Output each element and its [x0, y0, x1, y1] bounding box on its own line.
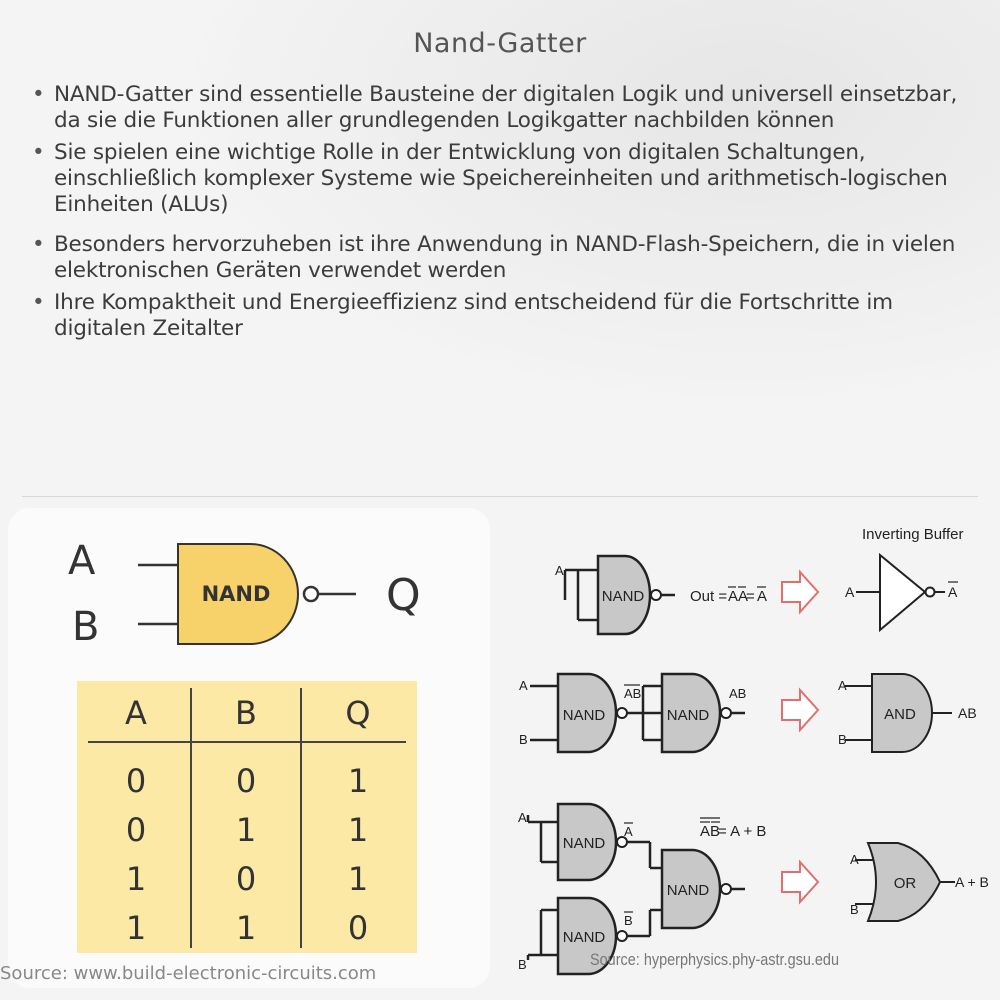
or-input-b-label: B — [850, 902, 859, 917]
inverter-row — [555, 526, 963, 634]
and-input-b-label: B — [838, 732, 847, 747]
truth-table-cell: 1 — [125, 860, 147, 898]
truth-table-cell: 1 — [235, 811, 257, 849]
input-a-label: A — [518, 810, 527, 825]
a-bar-label: A — [624, 824, 633, 839]
gate-label: NAND — [666, 882, 710, 899]
nand-gate-label: NAND — [201, 582, 271, 606]
gate-label: NAND — [562, 835, 606, 852]
or-row — [518, 804, 989, 974]
truth-table-cell: 0 — [347, 909, 369, 947]
equation-equals: = — [746, 588, 755, 605]
input-a-label: A — [68, 538, 96, 584]
truth-table-cell: 1 — [347, 860, 369, 898]
equation-result: A — [757, 588, 768, 605]
truth-table-header-b: B — [235, 694, 257, 732]
and-output-label: AB — [958, 705, 977, 721]
truth-table-cell: 0 — [235, 860, 257, 898]
input-b-label: B — [72, 604, 100, 650]
intermediate-label: AB — [624, 686, 642, 701]
b-bar-label: B — [624, 913, 633, 928]
or-input-a-label: A — [850, 852, 859, 867]
bullet-item: • Ihre Kompaktheit und Energieeffizienz sind entscheidend für die Fortschritte im digitalen Zeitalter — [32, 290, 972, 342]
arrow-right-icon — [782, 690, 818, 730]
or-output-label: A + B — [955, 874, 989, 890]
right-source-caption: Source: hyperphysics.phy-astr.gsu.edu — [590, 950, 839, 969]
equation-prefix: Out = — [690, 588, 728, 605]
gate-label: NAND — [666, 707, 710, 724]
inverting-buffer-title: Inverting Buffer — [862, 526, 964, 543]
truth-table-cell: 0 — [125, 762, 147, 800]
buffer-symbol — [880, 555, 925, 630]
truth-table-header-q: Q — [345, 694, 371, 732]
page-title: Nand-Gatter — [413, 28, 587, 59]
truth-table-cell: 0 — [235, 762, 257, 800]
arrow-right-icon — [782, 572, 818, 612]
gate-label: AND — [884, 706, 916, 723]
or-equation-right: = A + B — [718, 823, 767, 840]
output-q-label: Q — [386, 570, 421, 621]
equation-aa: AA — [728, 588, 749, 605]
gate-label: OR — [893, 875, 917, 892]
left-source-caption: Source: www.build-electronic-circuits.com — [0, 963, 377, 984]
input-a-label: A — [519, 678, 528, 693]
bullet-item: • Sie spielen eine wichtige Rolle in der Entwicklung von digitalen Schaltungen, einschließlich komplexer Systeme wie Speichereinheiten und arithmetisch-logischen Einheiten (ALUs) — [32, 140, 972, 218]
truth-table-cell: 1 — [347, 811, 369, 849]
and-row — [519, 674, 977, 752]
gate-label: NAND — [601, 588, 645, 605]
input-b-label: B — [518, 957, 527, 972]
gate-label: NAND — [562, 707, 606, 724]
arrow-right-icon — [782, 862, 818, 902]
truth-table-cell: 1 — [347, 762, 369, 800]
gate-label: NAND — [562, 929, 606, 946]
bullet-item: • Besonders hervorzuheben ist ihre Anwendung in NAND-Flash-Speichern, die in vielen elektronischen Geräten verwendet werden — [32, 232, 972, 284]
buffer-output-label: A — [948, 584, 958, 600]
bullet-item: • NAND-Gatter sind essentielle Bausteine der digitalen Logik und universell einsetzbar, da sie die Funktionen aller grundlegenden Logikgatter nachbilden können — [32, 82, 972, 134]
buffer-input-label: A — [845, 584, 855, 600]
input-b-label: B — [519, 732, 528, 747]
truth-table-header-a: A — [125, 694, 147, 732]
or-equation-left: AB — [700, 823, 721, 840]
output-label: AB — [729, 686, 747, 701]
truth-table-cell: 0 — [125, 811, 147, 849]
input-label: A — [555, 563, 564, 578]
and-input-a-label: A — [838, 678, 847, 693]
truth-table-cell: 1 — [235, 909, 257, 947]
truth-table-cell: 1 — [125, 909, 147, 947]
